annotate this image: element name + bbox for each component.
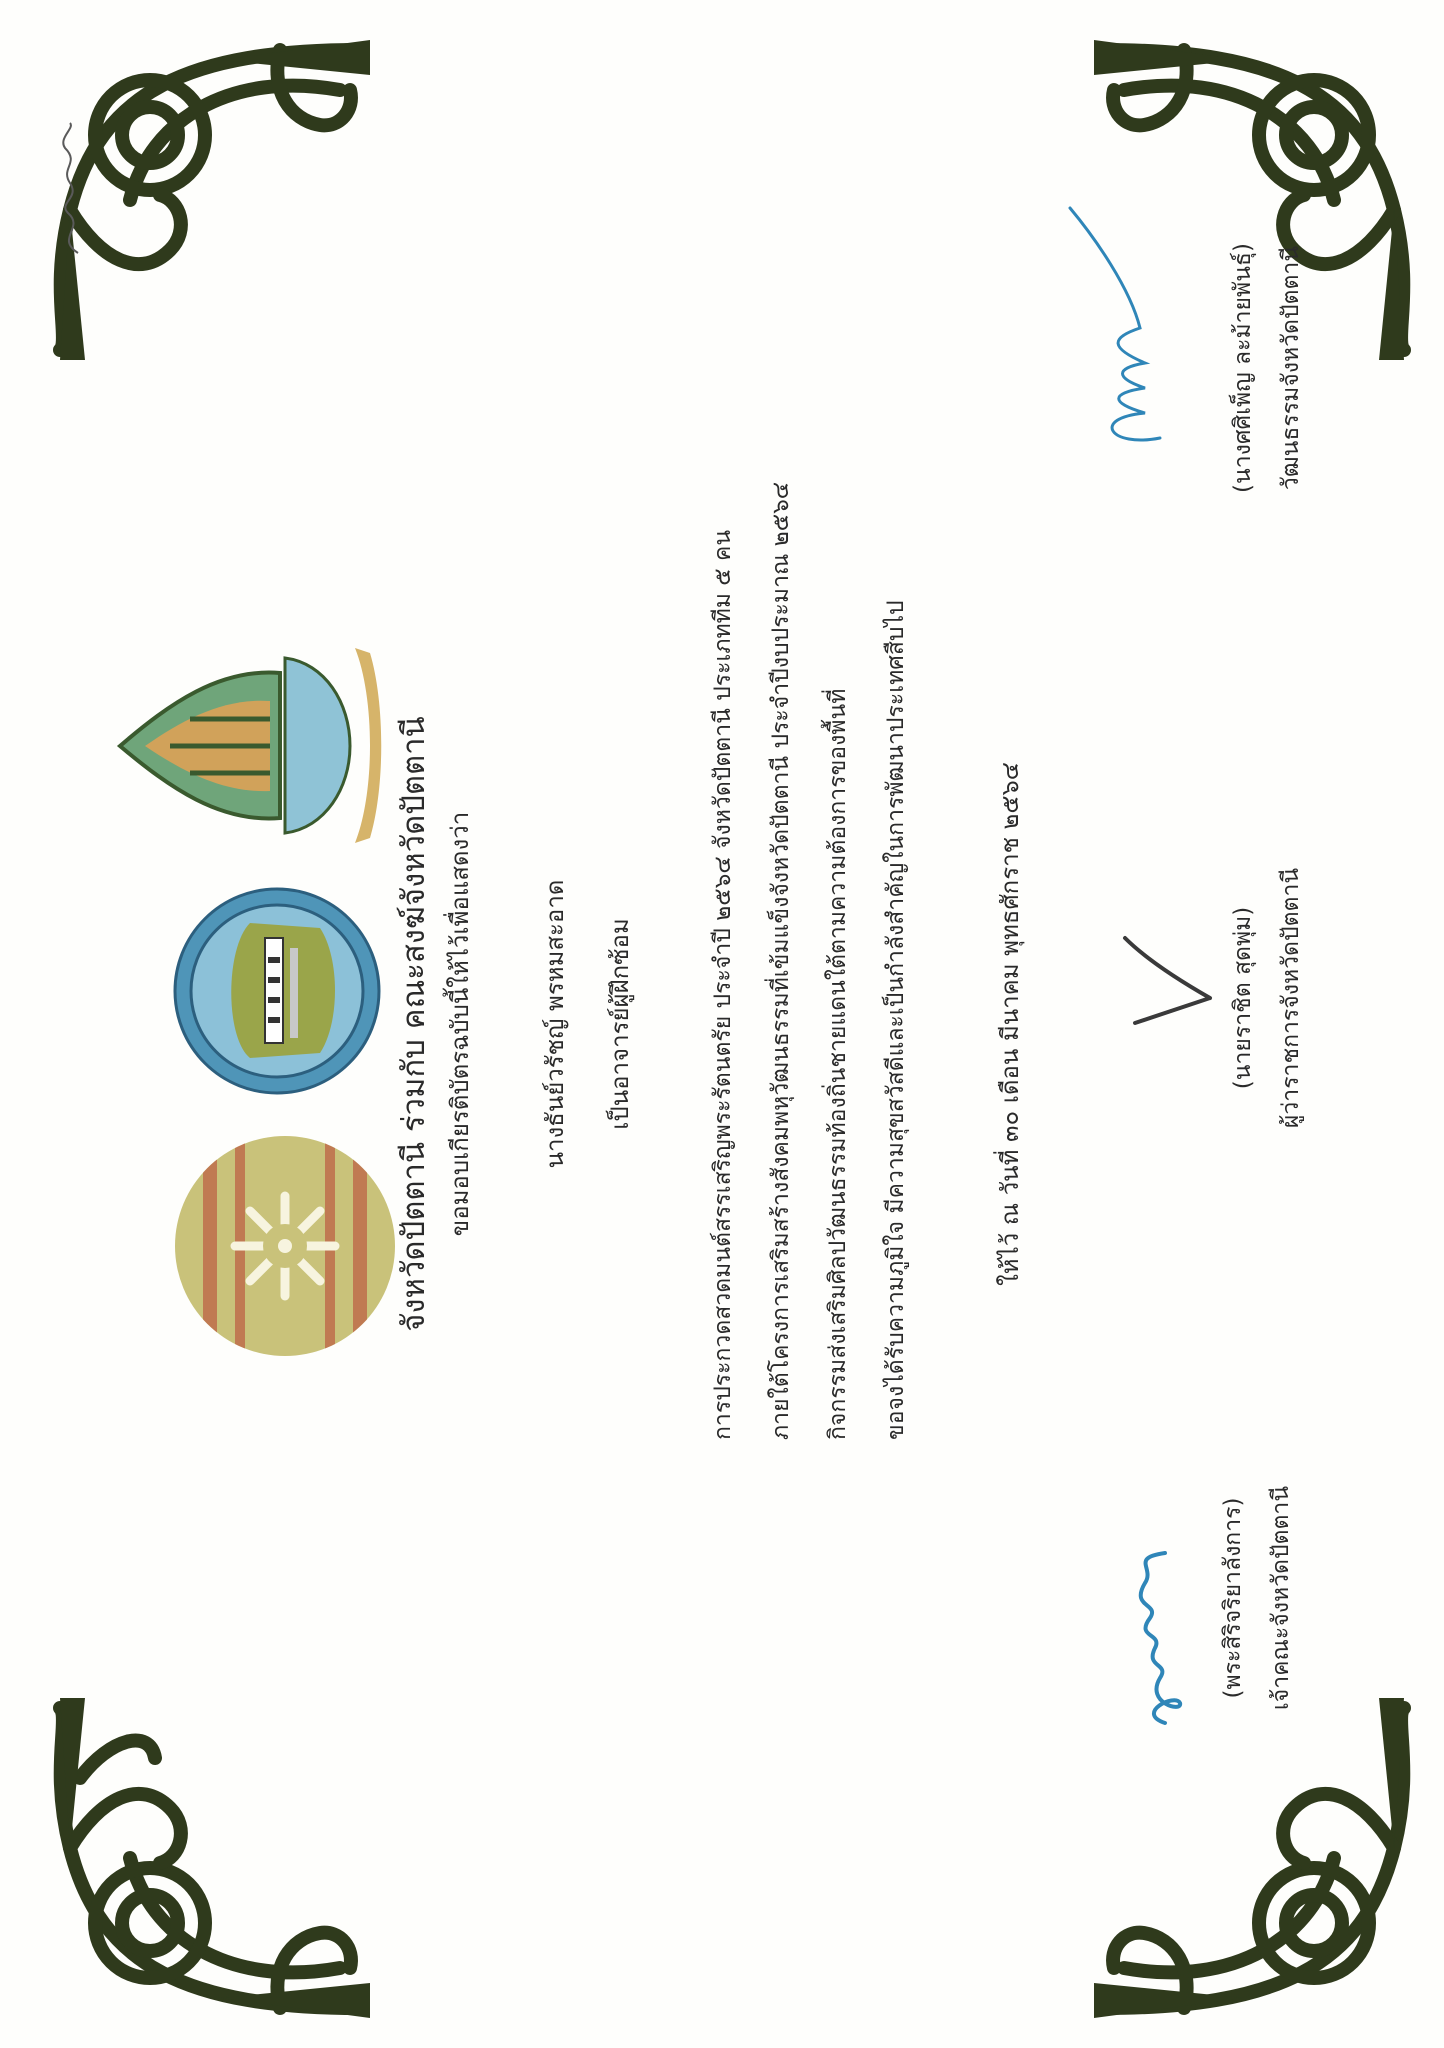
signature-center-icon xyxy=(1115,928,1225,1038)
signatory-name: (นางศศิเพ็ญ ละม้ายพันธุ์) xyxy=(1230,243,1256,493)
culture-crest-emblem-icon xyxy=(110,638,385,853)
buddhist-wheel-emblem-icon xyxy=(165,1126,405,1366)
certificate-title: จังหวัดปัตตานี ร่วมกับ คณะสงฆ์จังหวัดปัตตานี xyxy=(396,716,432,1332)
signatory-name: (พระสิริจริยาลังการ) xyxy=(1220,1497,1246,1699)
body-line: การประกวดสวดมนต์สรรเสริญพระรัตนตรัย ประจำปี ๒๕๖๔ จังหวัดปัตตานี ประเภททีม ๕ คน xyxy=(710,529,736,1440)
body-line: ภายใต้โครงการเสริมสร้างสังคมพหุวัฒนธรรมที่เข้มแข็งจังหวัดปัตตานี ประจำปีงบประมาณ ๒๕๖๔ xyxy=(768,481,794,1440)
signature-left-icon xyxy=(1105,1543,1195,1733)
body-line: ขอจงได้รับความภูมิใจ มีความสุขสวัสดีและเป็นกำลังสำคัญในการพัฒนาประเทศสืบไป xyxy=(883,600,909,1440)
body-line: กิจกรรมส่งเสริมศิลปวัฒนธรรมท้องถิ่นชายแดนใต้ตามความต้องการของพื้นที่ xyxy=(825,688,851,1440)
thai-corner-ornament-icon xyxy=(40,30,380,370)
thai-corner-ornament-icon xyxy=(40,1688,380,2028)
handwritten-note-icon xyxy=(50,118,90,258)
signatory-left xyxy=(1215,1418,1299,1778)
pattani-seal-emblem-icon xyxy=(170,883,385,1098)
signatory-title: วัฒนธรรมจังหวัดปัตตานี xyxy=(1278,245,1304,491)
signatory-name: (นายราชิต สุดพุ่ม) xyxy=(1230,906,1256,1090)
issue-date: ให้ไว้ ณ วันที่ ๓๐ เดือน มีนาคม พุทธศักราช ๒๕๖๔ xyxy=(996,762,1024,1286)
signatory-center xyxy=(1225,788,1309,1208)
certificate-intro: ขอมอบเกียรติบัตรฉบับนี้ให้ไว้เพื่อแสดงว่า xyxy=(446,811,474,1237)
signatory-right xyxy=(1225,188,1309,548)
signatory-title: ผู้ว่าราชการจังหวัดปัตตานี xyxy=(1278,867,1304,1129)
recipient-name: นางธันย์วรัชญ์ พรหมสะอาด xyxy=(541,879,569,1169)
signatory-title: เจ้าคณะจังหวัดปัตตานี xyxy=(1268,1485,1294,1711)
signature-right-icon xyxy=(1050,198,1200,458)
recipient-role: เป็นอาจารย์ผู้ฝึกซ้อม xyxy=(606,918,634,1130)
